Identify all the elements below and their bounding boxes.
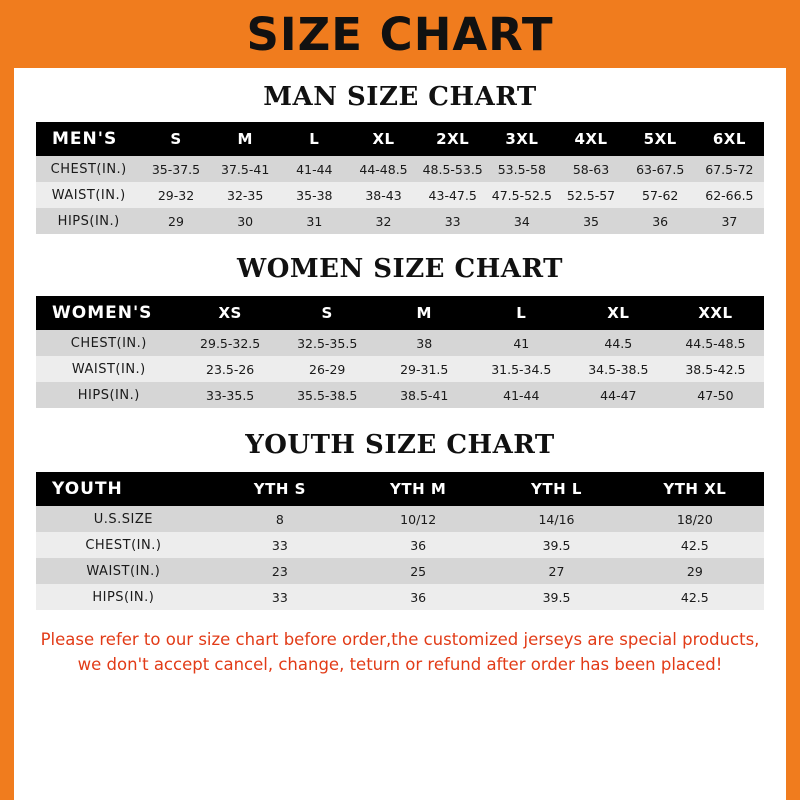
table-row xyxy=(36,584,764,610)
women-size-table xyxy=(36,296,764,408)
table-header-row xyxy=(36,296,764,330)
youth-r3-c3: 42.5 xyxy=(626,584,764,610)
women-r0-c0: 29.5-32.5 xyxy=(182,330,279,356)
men-r0-c6: 58-63 xyxy=(556,156,625,182)
women-r0-c1: 32.5-35.5 xyxy=(279,330,376,356)
footer-line-2: we don't accept cancel, change, teturn or refund after order has been placed! xyxy=(77,654,723,674)
men-r0-c1: 37.5-41 xyxy=(211,156,280,182)
table-row xyxy=(36,558,764,584)
youth-section xyxy=(14,430,786,610)
men-col-7: 5XL xyxy=(626,122,695,156)
women-r2-c3: 41-44 xyxy=(473,382,570,408)
men-r1-c6: 52.5-57 xyxy=(556,182,625,208)
men-row-1-label: WAIST(IN.) xyxy=(36,182,141,208)
women-r2-c4: 44-47 xyxy=(570,382,667,408)
women-r1-c5: 38.5-42.5 xyxy=(667,356,764,382)
men-col-6: 4XL xyxy=(556,122,625,156)
table-row xyxy=(36,532,764,558)
youth-r2-c2: 27 xyxy=(487,558,625,584)
table-row xyxy=(36,382,764,408)
youth-r0-c0: 8 xyxy=(211,506,349,532)
women-r2-c1: 35.5-38.5 xyxy=(279,382,376,408)
men-r1-c3: 38-43 xyxy=(349,182,418,208)
youth-col-3: YTH XL xyxy=(626,472,764,506)
women-r1-c2: 29-31.5 xyxy=(376,356,473,382)
women-col-0: XS xyxy=(182,296,279,330)
youth-row-1-label: CHEST(IN.) xyxy=(36,532,211,558)
women-r0-c4: 44.5 xyxy=(570,330,667,356)
table-header-row xyxy=(36,472,764,506)
youth-size-table xyxy=(36,472,764,610)
women-r2-c5: 47-50 xyxy=(667,382,764,408)
men-r0-c7: 63-67.5 xyxy=(626,156,695,182)
youth-row-0-label: U.S.SIZE xyxy=(36,506,211,532)
men-r2-c1: 30 xyxy=(211,208,280,234)
men-r2-c2: 31 xyxy=(280,208,349,234)
men-r0-c5: 53.5-58 xyxy=(487,156,556,182)
men-r2-c7: 36 xyxy=(626,208,695,234)
men-r2-c8: 37 xyxy=(695,208,764,234)
men-r1-c7: 57-62 xyxy=(626,182,695,208)
women-r1-c4: 34.5-38.5 xyxy=(570,356,667,382)
youth-row-3-label: HIPS(IN.) xyxy=(36,584,211,610)
men-col-5: 3XL xyxy=(487,122,556,156)
men-r0-c0: 35-37.5 xyxy=(141,156,210,182)
men-col-4: 2XL xyxy=(418,122,487,156)
women-r1-c3: 31.5-34.5 xyxy=(473,356,570,382)
table-header-row xyxy=(36,122,764,156)
header-banner xyxy=(0,0,800,68)
table-row xyxy=(36,506,764,532)
youth-r2-c0: 23 xyxy=(211,558,349,584)
youth-r3-c2: 39.5 xyxy=(487,584,625,610)
men-r1-c4: 43-47.5 xyxy=(418,182,487,208)
men-r2-c4: 33 xyxy=(418,208,487,234)
men-row-2-label: HIPS(IN.) xyxy=(36,208,141,234)
youth-row-2-label: WAIST(IN.) xyxy=(36,558,211,584)
men-col-3: XL xyxy=(349,122,418,156)
men-r0-c3: 44-48.5 xyxy=(349,156,418,182)
youth-r2-c1: 25 xyxy=(349,558,487,584)
youth-r1-c3: 42.5 xyxy=(626,532,764,558)
men-r2-c6: 35 xyxy=(556,208,625,234)
men-r2-c3: 32 xyxy=(349,208,418,234)
women-col-5: XXL xyxy=(667,296,764,330)
footer-disclaimer xyxy=(14,628,786,678)
men-section xyxy=(14,82,786,234)
men-col-1: M xyxy=(211,122,280,156)
men-col-2: L xyxy=(280,122,349,156)
table-row xyxy=(36,182,764,208)
men-size-table xyxy=(36,122,764,234)
table-row xyxy=(36,156,764,182)
women-r2-c2: 38.5-41 xyxy=(376,382,473,408)
men-r2-c5: 34 xyxy=(487,208,556,234)
youth-col-2: YTH L xyxy=(487,472,625,506)
women-row-2-label: HIPS(IN.) xyxy=(36,382,182,408)
youth-col-0: YTH S xyxy=(211,472,349,506)
women-section xyxy=(14,254,786,408)
men-r0-c4: 48.5-53.5 xyxy=(418,156,487,182)
men-col-0: S xyxy=(141,122,210,156)
table-row xyxy=(36,356,764,382)
footer-line-1: Please refer to our size chart before order,the customized jerseys are special products, xyxy=(40,630,760,649)
table-row xyxy=(36,208,764,234)
women-r1-c0: 23.5-26 xyxy=(182,356,279,382)
men-r0-c2: 41-44 xyxy=(280,156,349,182)
women-col-2: M xyxy=(376,296,473,330)
youth-r1-c2: 39.5 xyxy=(487,532,625,558)
women-row-label-header: WOMEN'S xyxy=(36,296,182,330)
women-r0-c3: 41 xyxy=(473,330,570,356)
women-col-3: L xyxy=(473,296,570,330)
women-col-4: XL xyxy=(570,296,667,330)
youth-r0-c3: 18/20 xyxy=(626,506,764,532)
women-r2-c0: 33-35.5 xyxy=(182,382,279,408)
women-col-1: S xyxy=(279,296,376,330)
youth-r3-c1: 36 xyxy=(349,584,487,610)
men-r1-c1: 32-35 xyxy=(211,182,280,208)
youth-section-title: YOUTH SIZE CHART xyxy=(245,430,555,460)
men-section-title: MAN SIZE CHART xyxy=(263,82,537,112)
page-title: SIZE CHART xyxy=(246,7,554,61)
men-row-0-label: CHEST(IN.) xyxy=(36,156,141,182)
men-r1-c0: 29-32 xyxy=(141,182,210,208)
women-r0-c5: 44.5-48.5 xyxy=(667,330,764,356)
men-r1-c8: 62-66.5 xyxy=(695,182,764,208)
youth-r0-c1: 10/12 xyxy=(349,506,487,532)
women-r0-c2: 38 xyxy=(376,330,473,356)
men-row-label-header: MEN'S xyxy=(36,122,141,156)
men-r1-c5: 47.5-52.5 xyxy=(487,182,556,208)
youth-r1-c0: 33 xyxy=(211,532,349,558)
women-row-1-label: WAIST(IN.) xyxy=(36,356,182,382)
women-r1-c1: 26-29 xyxy=(279,356,376,382)
youth-r3-c0: 33 xyxy=(211,584,349,610)
men-r2-c0: 29 xyxy=(141,208,210,234)
men-r1-c2: 35-38 xyxy=(280,182,349,208)
youth-row-label-header: YOUTH xyxy=(36,472,211,506)
youth-r1-c1: 36 xyxy=(349,532,487,558)
women-row-0-label: CHEST(IN.) xyxy=(36,330,182,356)
men-r0-c8: 67.5-72 xyxy=(695,156,764,182)
youth-r2-c3: 29 xyxy=(626,558,764,584)
youth-col-1: YTH M xyxy=(349,472,487,506)
women-section-title: WOMEN SIZE CHART xyxy=(237,254,563,284)
table-row xyxy=(36,330,764,356)
men-col-8: 6XL xyxy=(695,122,764,156)
youth-r0-c2: 14/16 xyxy=(487,506,625,532)
